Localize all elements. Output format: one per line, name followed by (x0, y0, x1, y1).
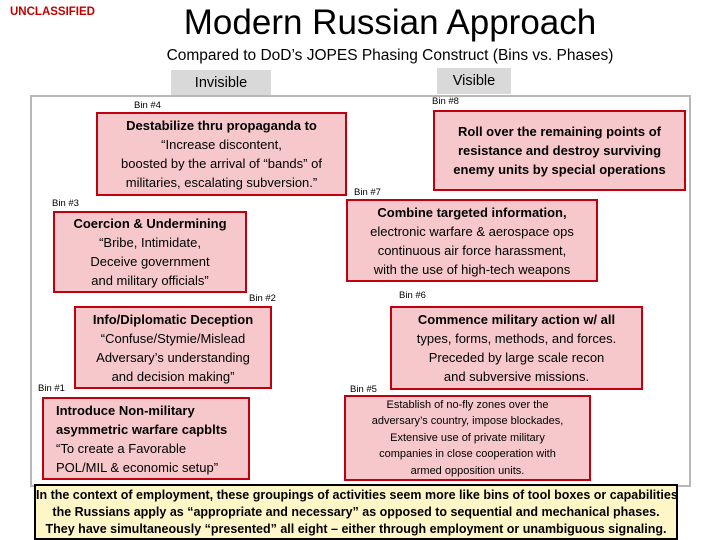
bin-3-heading: Coercion & Undermining (73, 216, 227, 231)
bin-5-text: Extensive use of private military (390, 431, 545, 444)
bin-4-text: militaries, escalating subversion.” (125, 175, 318, 190)
bin-4-text: “Increase discontent, (161, 137, 282, 152)
bin-7-text: with the use of high-tech weapons (373, 261, 571, 277)
bin-6-text: types, forms, methods, and forces. (416, 331, 617, 346)
bin-6-text: and subversive missions. (443, 369, 590, 384)
bin-6-label: Bin #6 (399, 290, 426, 301)
bin-5-box (344, 395, 591, 481)
bin-8-label: Bin #8 (432, 96, 459, 107)
classification-banner: UNCLASSIFIED (10, 6, 95, 18)
bin-7-box (346, 199, 598, 282)
bin-5-text: adversary’s country, impose blockades, (371, 415, 564, 428)
slide-subtitle: Compared to DoD’s JOPES Phasing Construct (Bins vs. Phases) (166, 47, 614, 64)
bin-4-heading: Destabilize thru propaganda to (126, 118, 317, 133)
footer-note (34, 484, 678, 540)
bin-3-text: and military officials” (91, 273, 209, 288)
bin-4-text: boosted by the arrival of “bands” of (121, 156, 322, 171)
bin-5-label: Bin #5 (350, 384, 377, 395)
bin-2-text: Adversary’s understanding (96, 349, 250, 365)
bin-1-box (42, 397, 250, 480)
bin-5-text: Establish of no-fly zones over the (386, 398, 549, 411)
footer-line: In the context of employment, these groupings of activities seem more like bins of tool boxes or capabilities (36, 487, 678, 502)
bin-7-heading: Combine targeted information, (377, 204, 567, 220)
bin-6-box (390, 306, 643, 390)
bin-1-text: “To create a Favorable (56, 440, 187, 456)
bin-2-text: “Confuse/Stymie/Mislead (100, 330, 246, 346)
bin-7-label: Bin #7 (354, 187, 381, 198)
bin-2-text: and decision making” (111, 368, 235, 384)
bin-3-box (53, 211, 247, 293)
bin-8-text: Roll over the remaining points of (458, 124, 661, 139)
bin-1-heading: Introduce Non-military (56, 402, 195, 418)
invisible-header: Invisible (171, 70, 271, 96)
bin-8-text: resistance and destroy surviving (457, 143, 662, 158)
bin-8-box (433, 110, 686, 191)
bin-2-heading: Info/Diplomatic Deception (92, 311, 254, 327)
bin-3-text: Deceive government (90, 254, 210, 269)
footer-line: the Russians apply as “appropriate and necessary” as opposed to sequential and mechanical phases. (52, 504, 660, 519)
bin-2-label: Bin #2 (249, 293, 276, 304)
bin-5-text: companies in close cooperation with (379, 448, 556, 461)
bin-6-heading: Commence military action w/ all (417, 312, 616, 327)
bin-8-text: enemy units by special operations (453, 162, 666, 177)
bin-1-label: Bin #1 (38, 383, 65, 394)
bin-1-heading: asymmetric warfare capblts (56, 421, 228, 437)
bin-3-text: “Bribe, Intimidate, (99, 235, 201, 250)
footer-line: They have simultaneously “presented” all eight – either through employment or unambiguous signaling. (45, 521, 667, 536)
slide-title: Modern Russian Approach (183, 3, 597, 42)
visible-header: Visible (437, 68, 511, 94)
bin-1-text: POL/MIL & economic setup” (56, 459, 219, 475)
bin-4-label: Bin #4 (134, 100, 161, 111)
bin-5-text: armed opposition units. (410, 464, 525, 477)
bin-7-text: electronic warfare & aerospace ops (370, 223, 574, 239)
bin-7-text: continuous air force harassment, (377, 242, 567, 258)
bin-2-box (74, 306, 272, 389)
bin-4-box (96, 112, 347, 196)
bin-6-text: Preceded by large scale recon (428, 350, 605, 365)
bin-3-label: Bin #3 (52, 198, 79, 209)
